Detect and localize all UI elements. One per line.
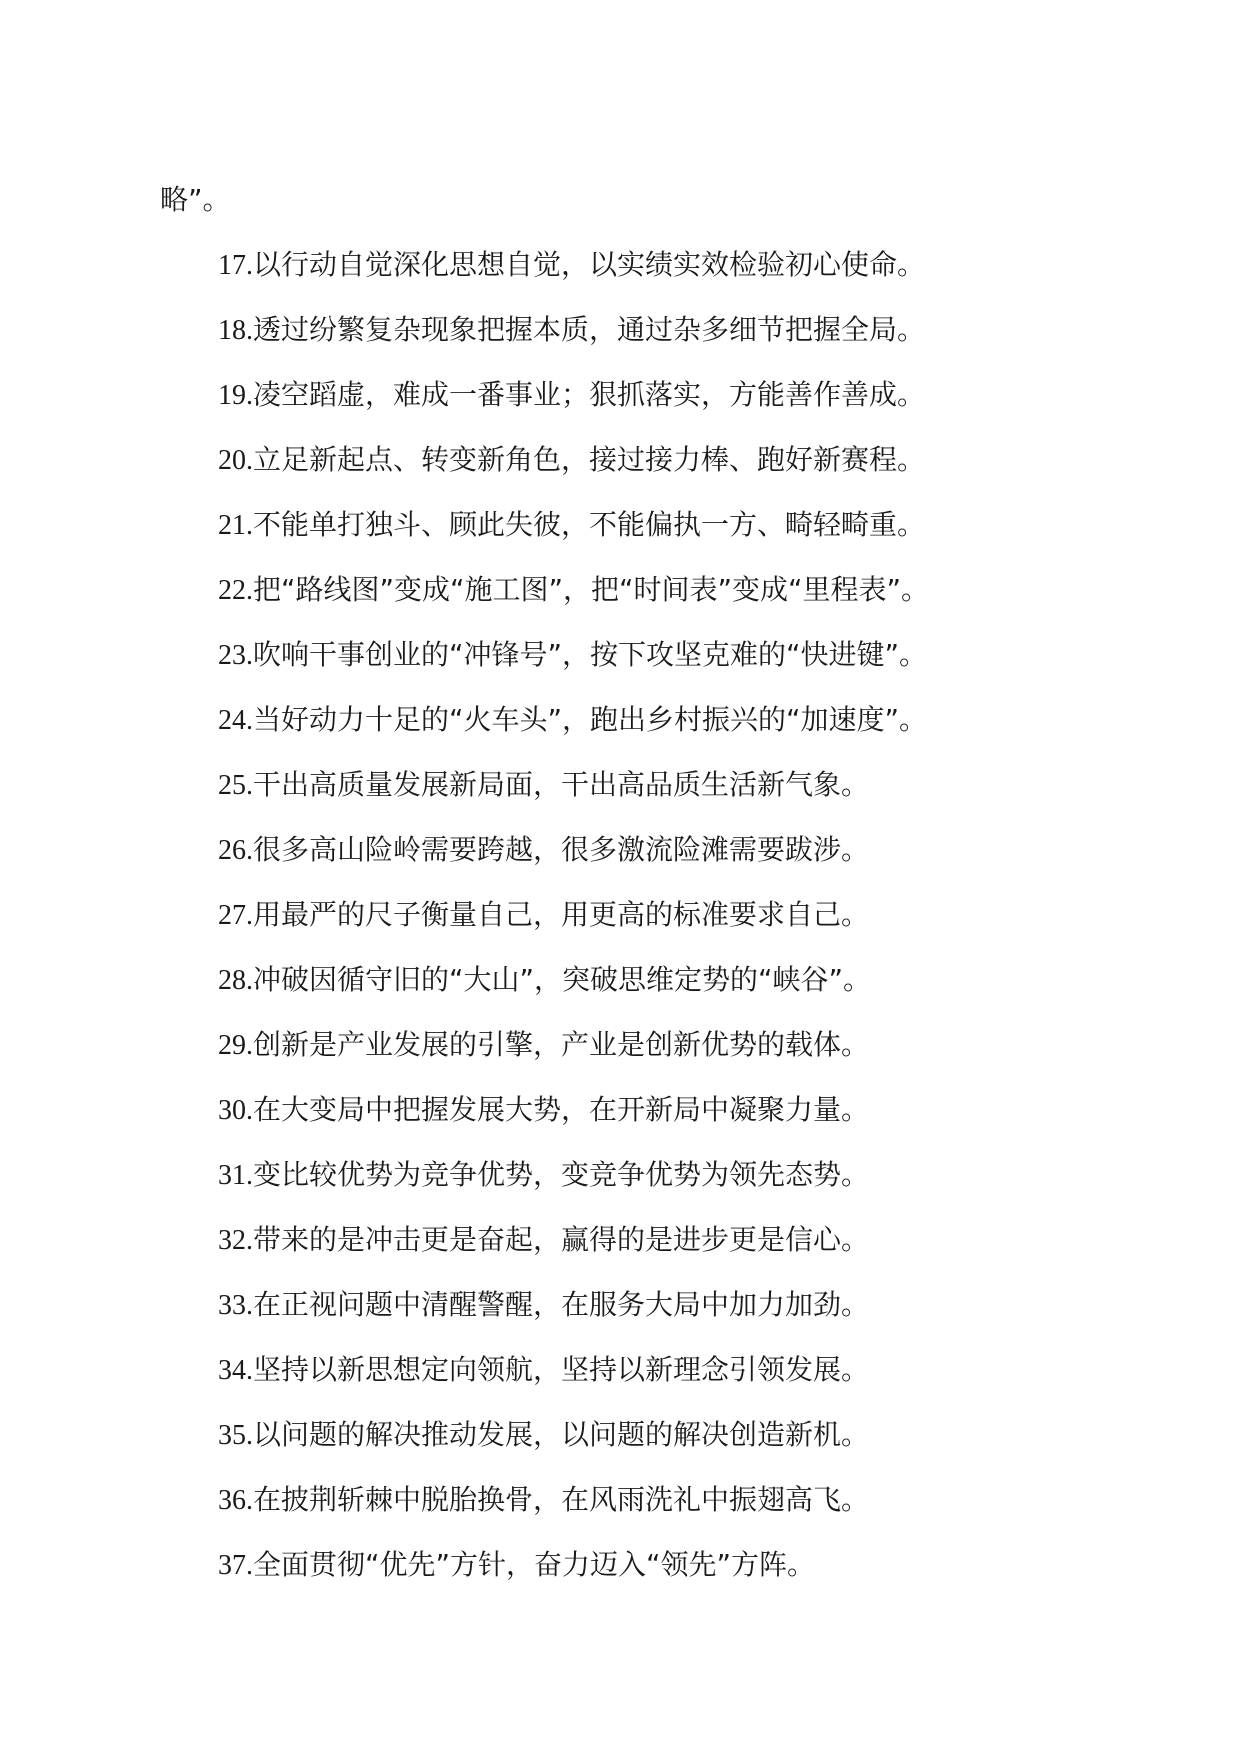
list-item xyxy=(160,761,1080,826)
item-number: 22. xyxy=(218,575,253,606)
item-number: 28. xyxy=(218,965,253,996)
item-number: 18. xyxy=(218,315,253,346)
item-text: 坚持以新思想定向领航，坚持以新理念引领发展。 xyxy=(253,1353,870,1386)
list-item xyxy=(160,306,1080,371)
list-item xyxy=(160,241,1080,306)
item-text: 吹响干事创业的“冲锋号”，按下攻坚克难的“快进键”。 xyxy=(253,638,928,671)
list-item xyxy=(160,1086,1080,1151)
list-item xyxy=(160,436,1080,501)
item-text: 在披荆斩棘中脱胎换骨，在风雨洗礼中振翅高飞。 xyxy=(253,1483,870,1516)
item-number: 19. xyxy=(218,380,253,411)
item-text: 冲破因循守旧的“大山”，突破思维定势的“峡谷”。 xyxy=(253,963,872,996)
list-item xyxy=(160,631,1080,696)
item-text: 凌空蹈虚，难成一番事业；狠抓落实，方能善作善成。 xyxy=(253,378,926,411)
item-text: 用最严的尺子衡量自己，用更高的标准要求自己。 xyxy=(253,898,870,931)
item-text: 创新是产业发展的引擎，产业是创新优势的载体。 xyxy=(253,1028,870,1061)
list-item xyxy=(160,1151,1080,1216)
list-item xyxy=(160,1216,1080,1281)
list-item xyxy=(160,956,1080,1021)
list-item xyxy=(160,371,1080,436)
item-number: 25. xyxy=(218,770,253,801)
item-number: 21. xyxy=(218,510,253,541)
item-number: 35. xyxy=(218,1420,253,1451)
list-item xyxy=(160,826,1080,891)
item-number: 36. xyxy=(218,1485,253,1516)
list-item xyxy=(160,1411,1080,1476)
item-text: 不能单打独斗、顾此失彼，不能偏执一方、畸轻畸重。 xyxy=(253,508,926,541)
item-text: 透过纷繁复杂现象把握本质，通过杂多细节把握全局。 xyxy=(253,313,926,346)
item-number: 27. xyxy=(218,900,253,931)
item-number: 32. xyxy=(218,1225,253,1256)
list-item xyxy=(160,1346,1080,1411)
item-text: 在正视问题中清醒警醒，在服务大局中加力加劲。 xyxy=(253,1288,870,1321)
item-number: 31. xyxy=(218,1160,253,1191)
item-text: 变比较优势为竞争优势，变竞争优势为领先态势。 xyxy=(253,1158,870,1191)
item-number: 26. xyxy=(218,835,253,866)
item-text: 立足新起点、转变新角色，接过接力棒、跑好新赛程。 xyxy=(253,443,926,476)
item-number: 30. xyxy=(218,1095,253,1126)
item-text: 当好动力十足的“火车头”，跑出乡村振兴的“加速度”。 xyxy=(253,703,928,736)
item-number: 34. xyxy=(218,1355,253,1386)
list-item xyxy=(160,1476,1080,1541)
item-number: 24. xyxy=(218,705,253,736)
item-number: 20. xyxy=(218,445,253,476)
list-item xyxy=(160,1281,1080,1346)
item-text: 全面贯彻“优先”方针，奋力迈入“领先”方阵。 xyxy=(253,1548,816,1581)
continuation-line: 略”。 xyxy=(160,183,231,216)
item-text: 很多高山险岭需要跨越，很多激流险滩需要跋涉。 xyxy=(253,833,870,866)
item-text: 带来的是冲击更是奋起，赢得的是进步更是信心。 xyxy=(253,1223,870,1256)
item-number: 29. xyxy=(218,1030,253,1061)
item-text: 在大变局中把握发展大势，在开新局中凝聚力量。 xyxy=(253,1093,870,1126)
item-number: 17. xyxy=(218,250,253,281)
list-item xyxy=(160,566,1080,631)
list-item xyxy=(160,1021,1080,1086)
item-text: 以问题的解决推动发展，以问题的解决创造新机。 xyxy=(253,1418,870,1451)
list-item xyxy=(160,891,1080,956)
item-text: 以行动自觉深化思想自觉，以实绩实效检验初心使命。 xyxy=(253,248,926,281)
item-number: 33. xyxy=(218,1290,253,1321)
item-number: 37. xyxy=(218,1550,253,1581)
list-item xyxy=(160,696,1080,761)
item-text: 干出高质量发展新局面，干出高品质生活新气象。 xyxy=(253,768,870,801)
item-number: 23. xyxy=(218,640,253,671)
list-item xyxy=(160,501,1080,566)
item-text: 把“路线图”变成“施工图”，把“时间表”变成“里程表”。 xyxy=(253,573,930,606)
list-item xyxy=(160,1541,1080,1606)
document-body xyxy=(160,176,1080,1606)
